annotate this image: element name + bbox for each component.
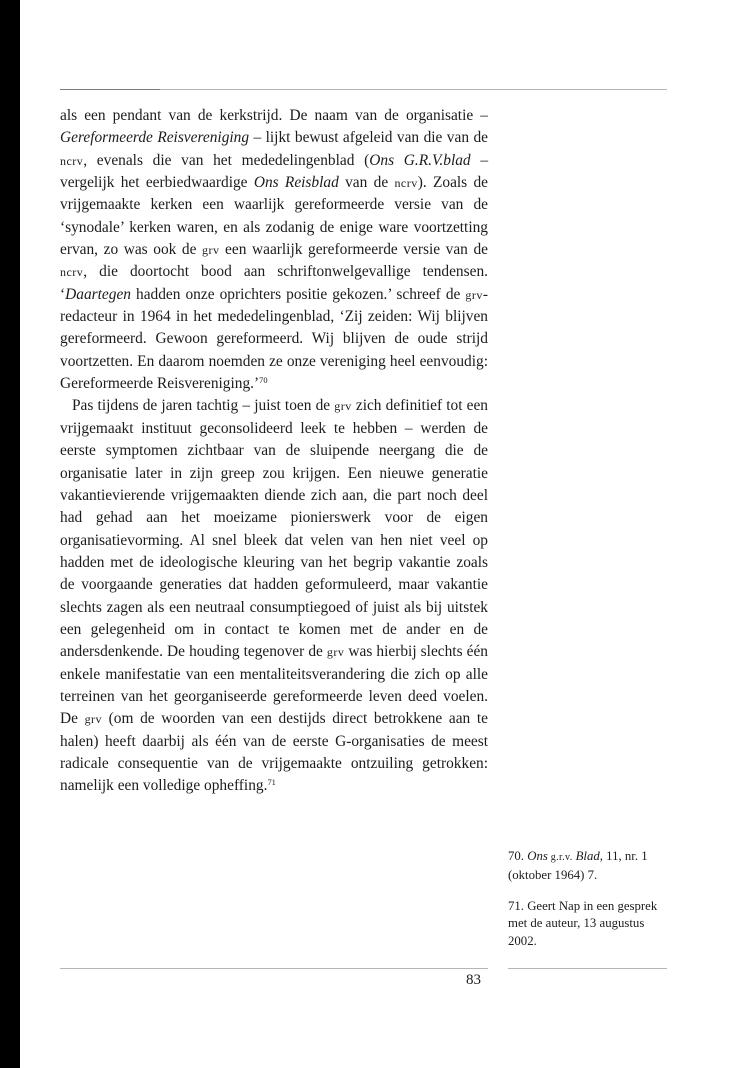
page-number: 83 — [466, 972, 481, 988]
paragraph-2: Pas tijdens de jaren tachtig – juist toen de grv zich definitief tot een vrijgemaakt instituut geconsolideerd leek te hebben – werden de eerste symptomen zichtbaar van de sluipende neergang die de organisatie later in zijn greep zou krijgen. Een nieuwe generatie vakantievierende vrijgemaakten diende zich aan, die part noch deel had gehad aan het moeizame pionierswerk voor de eigen organisatievorming. Al snel bleek dat velen van hen niet veel op hadden met de ideologische kleuring van het begrip vakantie zoals de voorgaande generaties dat hadden geformuleerd, maar vakantie slechts zagen als een neutraal consumptiegoed of juist als bij uitstek een gelegenheid om in contact te komen met de ander en de andersdenkende. De houding tegenover de grv was hierbij slechts één enkele manifestatie van een mentaliteitsverandering die zich op alle terreinen van het georganiseerde gereformeerde leven deed voelen. De grv (om de woorden van een destijds direct betrokkene aan te halen) heeft daarbij als één van de eerste G-organisaties de meest radicale consequentie van de vrijgemaakte ontzuiling getrokken: namelijk een volledige opheffing.$^{71}$ — [60, 397, 488, 795]
note-70: 70. Ons g.r.v. Blad, 11, nr. 1 (oktober 1964) 7. — [508, 849, 648, 882]
footnote-ref-71[interactable]: 71 — [267, 777, 276, 788]
header-rule-right — [160, 89, 667, 90]
header-rule — [60, 89, 160, 90]
footnote-ref-70[interactable]: 70 — [259, 375, 268, 386]
paragraph-1: als een pendant van de kerkstrijd. De naam van de organisatie – Gereformeerde Reisvereniging – lijkt bewust afgeleid van die van de ncrv, evenals die van het mededelingenblad (Ons G.R.V.blad – vergelijk het eerbiedwaardige Ons Reisblad van de ncrv). Zoals de vrijgemaakte kerken een waarlijk gereformeerde versie van de ‘synodale’ kerken waren, en als zodanig de enige ware voortzetting ervan, zo was ook de grv een waarlijk gereformeerde versie van de ncrv, die doortocht bood aan schriftonwelgevallige tendensen. ‘Daartegen hadden onze oprichters positie gekozen.’ schreef de grv-redacteur in 1964 in het mededelingenblad, ‘Zij zeiden: Wij blijven gereformeerd. Gewoon gereformeerd. Wij blijven de oude strijd voortzetten. En daarom noemden ze onze vereniging heel eenvoudig: Gereformeerde Reisvereniging.’$^{70}$ — [60, 107, 489, 393]
binding-edge — [0, 0, 20, 1068]
note-71: 71. Geert Nap in een gesprek met de auteur, 13 augustus 2002. — [508, 898, 658, 949]
footer-rule-notes — [508, 968, 667, 969]
body-text — [60, 105, 488, 798]
footer-rule — [60, 968, 488, 969]
org-name-italic: Gereformeerde Reisvereniging — [60, 129, 250, 147]
side-notes — [508, 848, 673, 964]
